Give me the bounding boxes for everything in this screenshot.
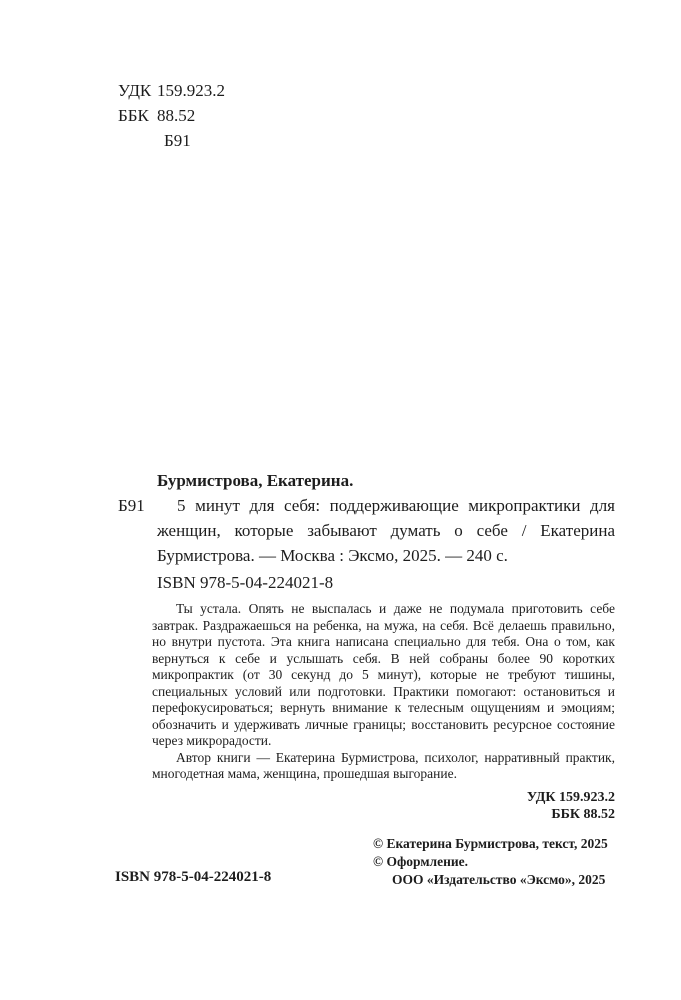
udk-right: УДК 159.923.2	[526, 789, 615, 805]
catalog-card	[118, 468, 615, 823]
copyright-text-line: © Екатерина Бурмистрова, текст, 2025	[373, 836, 608, 851]
entry-code: Б91	[118, 496, 145, 515]
entry-text: 5 минут для себя: поддерживающие микропрактики для женщин, которые забывают думать о себе / Екатерина Бурмистрова. — Москва : Эксмо, 2025. — 240 с.	[157, 496, 615, 565]
annotation-paragraph: Ты устала. Опять не выспалась и даже не подумала приготовить себе завтрак. Раздражаешься на ребенка, на мужа, на себя. Всё делаешь правильно, но внутри пустота. Эта книга написана специально для тебя. Она о том, как вернуться к себе и услышать себя. В ней собраны более 90 коротких микропрактик (от 30 секунд до 5 минут), которые не требуют тишины, специальных условий или подготовки. Практики помогают: остановиться и перефокусироваться; вернуть внимание к телесным ощущениям и эмоциям; обозначить и удерживать личные границы; восстановить ресурсное состояние через микрорадости.	[152, 601, 615, 748]
udk-label: УДК	[118, 81, 152, 100]
isbn-midpage: ISBN 978-5-04-224021-8	[157, 573, 334, 592]
author-code: Б91	[164, 131, 191, 150]
copyright-design-line: © Оформление.	[373, 854, 469, 869]
catalog-entry	[118, 493, 615, 568]
author-note-paragraph: Автор книги — Екатерина Бурмистрова, психолог, нарративный практик, многодетная мама, женщина, прошедшая выгорание.	[152, 749, 615, 781]
udk-value: 159.923.2	[157, 81, 225, 100]
author-code-line	[118, 128, 225, 153]
bbk-value: 88.52	[157, 106, 196, 125]
udk-line	[118, 78, 225, 103]
bbk-line	[118, 103, 225, 128]
author-heading: Бурмистрова, Екатерина.	[157, 471, 354, 490]
bbk-right: ББК 88.52	[551, 806, 615, 822]
udk-bbk-block	[118, 78, 225, 153]
bbk-label: ББК	[118, 106, 149, 125]
isbn-footer: ISBN 978-5-04-224021-8	[115, 869, 272, 885]
copyright-block	[373, 835, 608, 889]
udk-bbk-right-block	[118, 789, 615, 823]
copyright-publisher-line: ООО «Издательство «Эксмо», 2025	[392, 872, 606, 887]
